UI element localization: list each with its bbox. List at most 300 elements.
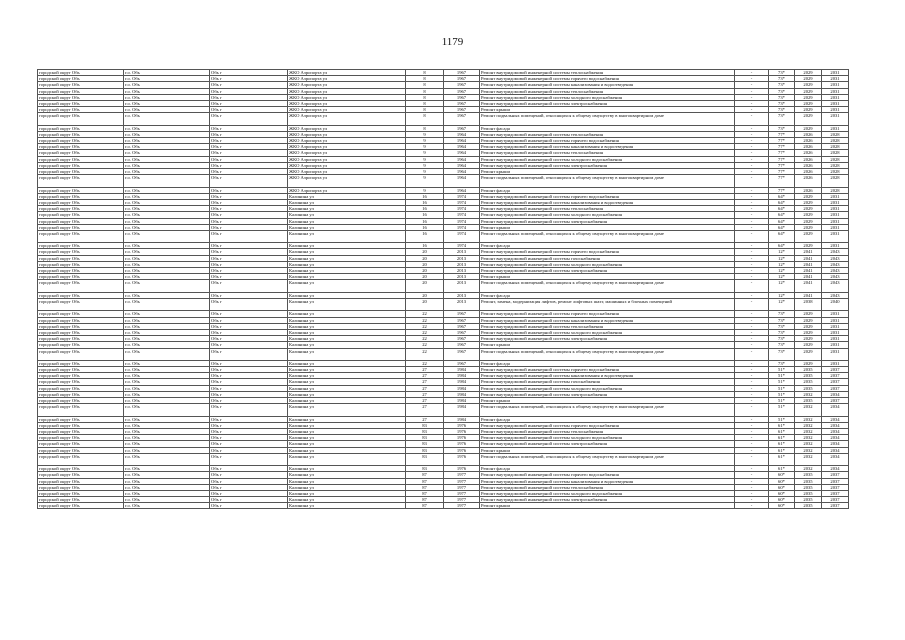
end-year-cell: 2031 bbox=[822, 212, 849, 218]
street-cell: Калинина ул bbox=[288, 280, 406, 292]
house-number-cell: 8 bbox=[406, 88, 444, 94]
build-year-cell: 1976 bbox=[444, 422, 480, 428]
municipality-cell: городской округ Обь bbox=[38, 280, 124, 292]
house-number-cell: 27 bbox=[406, 385, 444, 391]
dash-cell: - bbox=[735, 385, 769, 391]
city-cell: Обь г bbox=[210, 416, 288, 422]
dash-cell: - bbox=[735, 169, 769, 175]
wear-percent-cell: 77* bbox=[769, 144, 795, 150]
wear-percent-cell: 64* bbox=[769, 199, 795, 205]
wear-percent-cell: 51* bbox=[769, 404, 795, 416]
work-type-cell: Ремонт внутридомовой инженерной системы теплоснабжения bbox=[480, 484, 735, 490]
street-cell: Калинина ул bbox=[288, 435, 406, 441]
build-year-cell: 1977 bbox=[444, 484, 480, 490]
start-year-cell: 2029 bbox=[795, 107, 822, 113]
street-cell: Калинина ул bbox=[288, 224, 406, 230]
wear-percent-cell: 73* bbox=[769, 125, 795, 131]
dash-cell: - bbox=[735, 94, 769, 100]
start-year-cell: 2026 bbox=[795, 131, 822, 137]
municipality-cell: городской округ Обь bbox=[38, 323, 124, 329]
wear-percent-cell: 61* bbox=[769, 441, 795, 447]
start-year-cell: 2041 bbox=[795, 280, 822, 292]
build-year-cell: 2013 bbox=[444, 292, 480, 298]
house-number-cell: 20 bbox=[406, 299, 444, 311]
end-year-cell: 2040 bbox=[822, 299, 849, 311]
work-type-cell: Ремонт подвальных помещений, относящихся к общему имуществу в многоквартирном доме bbox=[480, 175, 735, 187]
end-year-cell: 2031 bbox=[822, 243, 849, 249]
municipality-cell: городской округ Обь bbox=[38, 255, 124, 261]
end-year-cell: 2034 bbox=[822, 404, 849, 416]
table-row bbox=[38, 404, 849, 416]
settlement-cell: г.о. Обь bbox=[124, 212, 210, 218]
municipality-cell: городской округ Обь bbox=[38, 193, 124, 199]
street-cell: Калинина ул bbox=[288, 336, 406, 342]
dash-cell: - bbox=[735, 299, 769, 311]
end-year-cell: 2031 bbox=[822, 88, 849, 94]
end-year-cell: 2034 bbox=[822, 422, 849, 428]
city-cell: Обь г bbox=[210, 323, 288, 329]
table-row bbox=[38, 175, 849, 187]
start-year-cell: 2029 bbox=[795, 199, 822, 205]
wear-percent-cell: 60* bbox=[769, 484, 795, 490]
settlement-cell: г.о. Обь bbox=[124, 169, 210, 175]
dash-cell: - bbox=[735, 150, 769, 156]
street-cell: Калинина ул bbox=[288, 391, 406, 397]
dash-cell: - bbox=[735, 422, 769, 428]
house-number-cell: 8 bbox=[406, 113, 444, 125]
wear-percent-cell: 64* bbox=[769, 224, 795, 230]
start-year-cell: 2035 bbox=[795, 472, 822, 478]
city-cell: Обь г bbox=[210, 447, 288, 453]
municipality-cell: городской округ Обь bbox=[38, 243, 124, 249]
house-number-cell: 16 bbox=[406, 212, 444, 218]
start-year-cell: 2038 bbox=[795, 299, 822, 311]
municipality-cell: городской округ Обь bbox=[38, 218, 124, 224]
end-year-cell: 2031 bbox=[822, 82, 849, 88]
start-year-cell: 2035 bbox=[795, 478, 822, 484]
city-cell: Обь г bbox=[210, 466, 288, 472]
work-type-cell: Ремонт крыши bbox=[480, 169, 735, 175]
dash-cell: - bbox=[735, 206, 769, 212]
start-year-cell: 2026 bbox=[795, 156, 822, 162]
street-cell: Калинина ул bbox=[288, 292, 406, 298]
end-year-cell: 2031 bbox=[822, 76, 849, 82]
house-number-cell: 9 bbox=[406, 175, 444, 187]
settlement-cell: г.о. Обь bbox=[124, 317, 210, 323]
work-type-cell: Ремонт внутридомовой инженерной системы горячего водоснабжения bbox=[480, 138, 735, 144]
work-type-cell: Ремонт внутридомовой инженерной системы теплоснабжения bbox=[480, 428, 735, 434]
city-cell: Обь г bbox=[210, 299, 288, 311]
work-type-cell: Ремонт внутридомовой инженерной системы канализования и водоотведения bbox=[480, 199, 735, 205]
build-year-cell: 2013 bbox=[444, 261, 480, 267]
street-cell: Калинина ул bbox=[288, 230, 406, 242]
work-type-cell: Ремонт фасада bbox=[480, 416, 735, 422]
house-number-cell: 9 bbox=[406, 131, 444, 137]
city-cell: Обь г bbox=[210, 125, 288, 131]
house-number-cell: 27 bbox=[406, 398, 444, 404]
end-year-cell: 2043 bbox=[822, 292, 849, 298]
wear-percent-cell: 51* bbox=[769, 373, 795, 379]
municipality-cell: городской округ Обь bbox=[38, 175, 124, 187]
wear-percent-cell: 73* bbox=[769, 336, 795, 342]
wear-percent-cell: 73* bbox=[769, 70, 795, 76]
street-cell: Калинина ул bbox=[288, 398, 406, 404]
work-type-cell: Ремонт внутридомовой инженерной системы теплоснабжения bbox=[480, 131, 735, 137]
settlement-cell: г.о. Обь bbox=[124, 367, 210, 373]
build-year-cell: 1984 bbox=[444, 373, 480, 379]
street-cell: ЖКО Аэропорта ул bbox=[288, 100, 406, 106]
house-number-cell: 87 bbox=[406, 472, 444, 478]
city-cell: Обь г bbox=[210, 428, 288, 434]
city-cell: Обь г bbox=[210, 70, 288, 76]
end-year-cell: 2031 bbox=[822, 360, 849, 366]
city-cell: Обь г bbox=[210, 497, 288, 503]
wear-percent-cell: 64* bbox=[769, 206, 795, 212]
settlement-cell: г.о. Обь bbox=[124, 199, 210, 205]
dash-cell: - bbox=[735, 478, 769, 484]
build-year-cell: 1967 bbox=[444, 348, 480, 360]
start-year-cell: 2029 bbox=[795, 224, 822, 230]
build-year-cell: 1984 bbox=[444, 398, 480, 404]
end-year-cell: 2028 bbox=[822, 156, 849, 162]
work-type-cell: Ремонт внутридомовой инженерной системы канализования и водоотведения bbox=[480, 478, 735, 484]
house-number-cell: 22 bbox=[406, 311, 444, 317]
city-cell: Обь г bbox=[210, 342, 288, 348]
work-type-cell: Ремонт внутридомовой инженерной системы горячего водоснабжения bbox=[480, 367, 735, 373]
work-type-cell: Ремонт крыши bbox=[480, 447, 735, 453]
wear-percent-cell: 12* bbox=[769, 280, 795, 292]
wear-percent-cell: 73* bbox=[769, 329, 795, 335]
house-number-cell: 22 bbox=[406, 329, 444, 335]
dash-cell: - bbox=[735, 175, 769, 187]
build-year-cell: 1974 bbox=[444, 218, 480, 224]
dash-cell: - bbox=[735, 404, 769, 416]
city-cell: Обь г bbox=[210, 280, 288, 292]
build-year-cell: 1964 bbox=[444, 169, 480, 175]
work-type-cell: Ремонт подвальных помещений, относящихся к общему имуществу в многоквартирном доме bbox=[480, 404, 735, 416]
build-year-cell: 1967 bbox=[444, 70, 480, 76]
end-year-cell: 2037 bbox=[822, 478, 849, 484]
build-year-cell: 1976 bbox=[444, 466, 480, 472]
table-body bbox=[38, 70, 849, 509]
table-row bbox=[38, 348, 849, 360]
street-cell: Калинина ул bbox=[288, 249, 406, 255]
start-year-cell: 2029 bbox=[795, 311, 822, 317]
wear-percent-cell: 73* bbox=[769, 317, 795, 323]
work-type-cell: Ремонт внутридомовой инженерной системы канализования и водоотведения bbox=[480, 373, 735, 379]
dash-cell: - bbox=[735, 317, 769, 323]
work-type-cell: Ремонт подвальных помещений, относящихся к общему имуществу в многоквартирном доме bbox=[480, 280, 735, 292]
street-cell: ЖКО Аэропорта ул bbox=[288, 107, 406, 113]
city-cell: Обь г bbox=[210, 274, 288, 280]
street-cell: ЖКО Аэропорта ул bbox=[288, 94, 406, 100]
build-year-cell: 1974 bbox=[444, 212, 480, 218]
end-year-cell: 2031 bbox=[822, 199, 849, 205]
city-cell: Обь г bbox=[210, 484, 288, 490]
house-number-cell: 8 bbox=[406, 76, 444, 82]
dash-cell: - bbox=[735, 367, 769, 373]
settlement-cell: г.о. Обь bbox=[124, 435, 210, 441]
city-cell: Обь г bbox=[210, 94, 288, 100]
house-number-cell: 87 bbox=[406, 490, 444, 496]
settlement-cell: г.о. Обь bbox=[124, 428, 210, 434]
dash-cell: - bbox=[735, 70, 769, 76]
build-year-cell: 1977 bbox=[444, 478, 480, 484]
street-cell: Калинина ул bbox=[288, 428, 406, 434]
municipality-cell: городской округ Обь bbox=[38, 169, 124, 175]
street-cell: Калинина ул bbox=[288, 261, 406, 267]
build-year-cell: 1967 bbox=[444, 329, 480, 335]
build-year-cell: 1967 bbox=[444, 125, 480, 131]
wear-percent-cell: 77* bbox=[769, 175, 795, 187]
house-number-cell: 87 bbox=[406, 484, 444, 490]
municipality-cell: городской округ Обь bbox=[38, 230, 124, 242]
work-type-cell: Ремонт внутридомовой инженерной системы горячего водоснабжения bbox=[480, 422, 735, 428]
table-row bbox=[38, 113, 849, 125]
street-cell: ЖКО Аэропорта ул bbox=[288, 131, 406, 137]
municipality-cell: городской округ Обь bbox=[38, 416, 124, 422]
build-year-cell: 1984 bbox=[444, 385, 480, 391]
build-year-cell: 1967 bbox=[444, 94, 480, 100]
street-cell: Калинина ул bbox=[288, 441, 406, 447]
house-number-cell: 83 bbox=[406, 422, 444, 428]
wear-percent-cell: 73* bbox=[769, 82, 795, 88]
wear-percent-cell: 77* bbox=[769, 187, 795, 193]
end-year-cell: 2043 bbox=[822, 255, 849, 261]
settlement-cell: г.о. Обь bbox=[124, 162, 210, 168]
municipality-cell: городской округ Обь bbox=[38, 70, 124, 76]
work-type-cell: Ремонт крыши bbox=[480, 398, 735, 404]
municipality-cell: городской округ Обь bbox=[38, 311, 124, 317]
city-cell: Обь г bbox=[210, 453, 288, 465]
build-year-cell: 1977 bbox=[444, 497, 480, 503]
dash-cell: - bbox=[735, 249, 769, 255]
city-cell: Обь г bbox=[210, 336, 288, 342]
work-type-cell: Ремонт внутридомовой инженерной системы электроснабжения bbox=[480, 268, 735, 274]
settlement-cell: г.о. Обь bbox=[124, 422, 210, 428]
end-year-cell: 2031 bbox=[822, 329, 849, 335]
wear-percent-cell: 60* bbox=[769, 497, 795, 503]
build-year-cell: 1967 bbox=[444, 113, 480, 125]
house-number-cell: 8 bbox=[406, 100, 444, 106]
build-year-cell: 1977 bbox=[444, 490, 480, 496]
settlement-cell: г.о. Обь bbox=[124, 342, 210, 348]
end-year-cell: 2031 bbox=[822, 311, 849, 317]
dash-cell: - bbox=[735, 144, 769, 150]
start-year-cell: 2029 bbox=[795, 206, 822, 212]
house-number-cell: 9 bbox=[406, 156, 444, 162]
settlement-cell: г.о. Обь bbox=[124, 268, 210, 274]
start-year-cell: 2041 bbox=[795, 274, 822, 280]
work-type-cell: Ремонт фасада bbox=[480, 125, 735, 131]
settlement-cell: г.о. Обь bbox=[124, 379, 210, 385]
municipality-cell: городской округ Обь bbox=[38, 150, 124, 156]
city-cell: Обь г bbox=[210, 243, 288, 249]
start-year-cell: 2032 bbox=[795, 391, 822, 397]
settlement-cell: г.о. Обь bbox=[124, 336, 210, 342]
city-cell: Обь г bbox=[210, 88, 288, 94]
dash-cell: - bbox=[735, 391, 769, 397]
street-cell: Калинина ул bbox=[288, 199, 406, 205]
start-year-cell: 2026 bbox=[795, 138, 822, 144]
settlement-cell: г.о. Обь bbox=[124, 280, 210, 292]
page-number: 1179 bbox=[441, 36, 464, 48]
city-cell: Обь г bbox=[210, 255, 288, 261]
build-year-cell: 1974 bbox=[444, 243, 480, 249]
municipality-cell: городской округ Обь bbox=[38, 299, 124, 311]
municipality-cell: городской округ Обь bbox=[38, 428, 124, 434]
start-year-cell: 2035 bbox=[795, 379, 822, 385]
build-year-cell: 1967 bbox=[444, 311, 480, 317]
city-cell: Обь г bbox=[210, 441, 288, 447]
wear-percent-cell: 64* bbox=[769, 230, 795, 242]
dash-cell: - bbox=[735, 131, 769, 137]
start-year-cell: 2029 bbox=[795, 360, 822, 366]
street-cell: ЖКО Аэропорта ул bbox=[288, 175, 406, 187]
work-type-cell: Ремонт подвальных помещений, относящихся к общему имуществу в многоквартирном доме bbox=[480, 453, 735, 465]
start-year-cell: 2026 bbox=[795, 162, 822, 168]
municipality-cell: городской округ Обь bbox=[38, 447, 124, 453]
start-year-cell: 2032 bbox=[795, 422, 822, 428]
house-number-cell: 27 bbox=[406, 416, 444, 422]
settlement-cell: г.о. Обь bbox=[124, 107, 210, 113]
dash-cell: - bbox=[735, 76, 769, 82]
street-cell: ЖКО Аэропорта ул bbox=[288, 88, 406, 94]
house-number-cell: 16 bbox=[406, 243, 444, 249]
street-cell: Калинина ул bbox=[288, 404, 406, 416]
house-number-cell: 20 bbox=[406, 261, 444, 267]
street-cell: Калинина ул bbox=[288, 379, 406, 385]
wear-percent-cell: 51* bbox=[769, 416, 795, 422]
street-cell: ЖКО Аэропорта ул bbox=[288, 70, 406, 76]
build-year-cell: 1964 bbox=[444, 150, 480, 156]
municipality-cell: городской округ Обь bbox=[38, 206, 124, 212]
city-cell: Обь г bbox=[210, 100, 288, 106]
work-type-cell: Ремонт внутридомовой инженерной системы холодного водоснабжения bbox=[480, 435, 735, 441]
start-year-cell: 2032 bbox=[795, 416, 822, 422]
settlement-cell: г.о. Обь bbox=[124, 497, 210, 503]
dash-cell: - bbox=[735, 230, 769, 242]
wear-percent-cell: 12* bbox=[769, 299, 795, 311]
municipality-cell: городской округ Обь bbox=[38, 100, 124, 106]
settlement-cell: г.о. Обь bbox=[124, 447, 210, 453]
street-cell: ЖКО Аэропорта ул bbox=[288, 113, 406, 125]
start-year-cell: 2041 bbox=[795, 261, 822, 267]
street-cell: Калинина ул bbox=[288, 342, 406, 348]
build-year-cell: 1984 bbox=[444, 391, 480, 397]
end-year-cell: 2034 bbox=[822, 391, 849, 397]
start-year-cell: 2041 bbox=[795, 292, 822, 298]
settlement-cell: г.о. Обь bbox=[124, 360, 210, 366]
house-number-cell: 22 bbox=[406, 317, 444, 323]
end-year-cell: 2034 bbox=[822, 441, 849, 447]
end-year-cell: 2031 bbox=[822, 336, 849, 342]
settlement-cell: г.о. Обь bbox=[124, 441, 210, 447]
build-year-cell: 1967 bbox=[444, 336, 480, 342]
end-year-cell: 2028 bbox=[822, 131, 849, 137]
street-cell: Калинина ул bbox=[288, 212, 406, 218]
municipality-cell: городской округ Обь bbox=[38, 497, 124, 503]
end-year-cell: 2028 bbox=[822, 169, 849, 175]
work-type-cell: Ремонт подвальных помещений, относящихся к общему имуществу в многоквартирном доме bbox=[480, 348, 735, 360]
wear-percent-cell: 51* bbox=[769, 391, 795, 397]
settlement-cell: г.о. Обь bbox=[124, 150, 210, 156]
table-row bbox=[38, 453, 849, 465]
street-cell: ЖКО Аэропорта ул bbox=[288, 156, 406, 162]
end-year-cell: 2037 bbox=[822, 503, 849, 509]
build-year-cell: 1976 bbox=[444, 435, 480, 441]
house-number-cell: 83 bbox=[406, 435, 444, 441]
settlement-cell: г.о. Обь bbox=[124, 125, 210, 131]
city-cell: Обь г bbox=[210, 311, 288, 317]
settlement-cell: г.о. Обь bbox=[124, 82, 210, 88]
city-cell: Обь г bbox=[210, 385, 288, 391]
settlement-cell: г.о. Обь bbox=[124, 249, 210, 255]
start-year-cell: 2041 bbox=[795, 268, 822, 274]
start-year-cell: 2026 bbox=[795, 144, 822, 150]
end-year-cell: 2043 bbox=[822, 274, 849, 280]
settlement-cell: г.о. Обь bbox=[124, 274, 210, 280]
wear-percent-cell: 64* bbox=[769, 212, 795, 218]
house-number-cell: 9 bbox=[406, 169, 444, 175]
start-year-cell: 2026 bbox=[795, 169, 822, 175]
settlement-cell: г.о. Обь bbox=[124, 131, 210, 137]
build-year-cell: 1967 bbox=[444, 82, 480, 88]
build-year-cell: 1976 bbox=[444, 447, 480, 453]
build-year-cell: 1967 bbox=[444, 107, 480, 113]
end-year-cell: 2031 bbox=[822, 113, 849, 125]
work-type-cell: Ремонт внутридомовой инженерной системы электроснабжения bbox=[480, 162, 735, 168]
dash-cell: - bbox=[735, 441, 769, 447]
street-cell: Калинина ул bbox=[288, 422, 406, 428]
city-cell: Обь г bbox=[210, 317, 288, 323]
work-type-cell: Ремонт подвальных помещений, относящихся к общему имуществу в многоквартирном доме bbox=[480, 230, 735, 242]
start-year-cell: 2032 bbox=[795, 404, 822, 416]
municipality-cell: городской округ Обь bbox=[38, 187, 124, 193]
settlement-cell: г.о. Обь bbox=[124, 391, 210, 397]
start-year-cell: 2029 bbox=[795, 329, 822, 335]
house-number-cell: 8 bbox=[406, 125, 444, 131]
municipality-cell: городской округ Обь bbox=[38, 342, 124, 348]
start-year-cell: 2029 bbox=[795, 82, 822, 88]
street-cell: Калинина ул bbox=[288, 329, 406, 335]
dash-cell: - bbox=[735, 125, 769, 131]
wear-percent-cell: 73* bbox=[769, 88, 795, 94]
city-cell: Обь г bbox=[210, 218, 288, 224]
wear-percent-cell: 61* bbox=[769, 447, 795, 453]
wear-percent-cell: 73* bbox=[769, 311, 795, 317]
dash-cell: - bbox=[735, 156, 769, 162]
house-number-cell: 16 bbox=[406, 193, 444, 199]
house-number-cell: 83 bbox=[406, 447, 444, 453]
settlement-cell: г.о. Обь bbox=[124, 76, 210, 82]
city-cell: Обь г bbox=[210, 292, 288, 298]
municipality-cell: городской округ Обь bbox=[38, 125, 124, 131]
end-year-cell: 2028 bbox=[822, 187, 849, 193]
house-number-cell: 20 bbox=[406, 280, 444, 292]
work-type-cell: Ремонт внутридомовой инженерной системы холодного водоснабжения bbox=[480, 490, 735, 496]
dash-cell: - bbox=[735, 261, 769, 267]
municipality-cell: городской округ Обь bbox=[38, 274, 124, 280]
settlement-cell: г.о. Обь bbox=[124, 94, 210, 100]
dash-cell: - bbox=[735, 212, 769, 218]
end-year-cell: 2031 bbox=[822, 107, 849, 113]
municipality-cell: городской округ Обь bbox=[38, 466, 124, 472]
municipality-cell: городской округ Обь bbox=[38, 76, 124, 82]
street-cell: Калинина ул bbox=[288, 472, 406, 478]
start-year-cell: 2029 bbox=[795, 317, 822, 323]
city-cell: Обь г bbox=[210, 82, 288, 88]
